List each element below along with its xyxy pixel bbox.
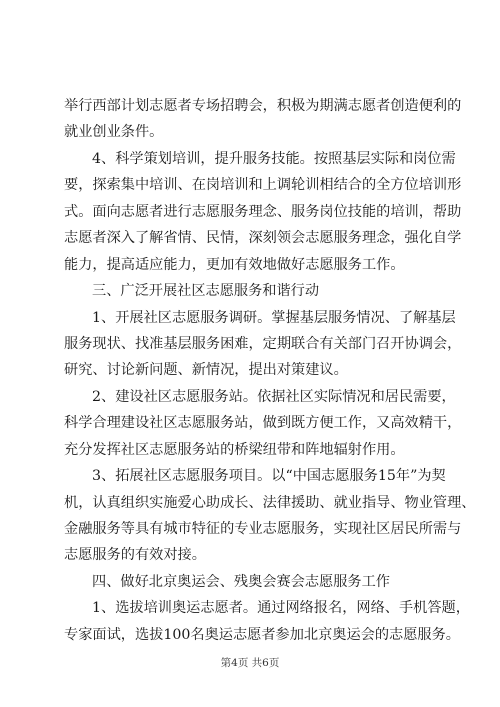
- body-line: 4、科学策划培训，提升服务技能。按照基层实际和岗位需: [92, 150, 456, 167]
- body-line: 服务现状、找准基层服务困难，定期联合有关部门召开协调会，: [64, 335, 462, 352]
- body-line: 充分发挥社区志愿服务站的桥梁纽带和阵地辐射作用。: [64, 441, 405, 458]
- body-line: 金融服务等具有城市特征的专业志愿服务，实现社区居民所需与: [64, 521, 462, 537]
- document-body: [64, 93, 476, 648]
- body-line: 要，探索集中培训、在岗培训和上调轮训相结合的全方位培训形: [64, 177, 462, 194]
- body-line: 研究、讨论新问题、新情况，提出对策建议。: [64, 362, 348, 379]
- section-heading: 四、做好北京奥运会、残奥会赛会志愿服务工作: [92, 573, 390, 590]
- body-line: 1、选拔培训奥运志愿者。通过网络报名，网络、手机答题，: [92, 600, 470, 617]
- body-line: 就业创业条件。: [64, 124, 164, 141]
- body-line: 机，认真组织实施爱心助成长、法律援助、就业指导、物业管理、: [64, 494, 476, 511]
- body-line: 志愿服务的有效对接。: [64, 547, 206, 564]
- body-line: 2、建设社区志愿服务站。依据社区实际情况和居民需要，: [92, 388, 456, 405]
- body-line: 科学合理建设社区志愿服务站，做到既方便工作，又高效精干，: [64, 415, 462, 432]
- body-line: 能力，提高适应能力，更加有效地做好志愿服务工作。: [64, 256, 405, 273]
- body-line: 专家面试，选拔100名奥运志愿者参加北京奥运会的志愿服务。: [64, 626, 460, 643]
- body-line: 举行西部计划志愿者专场招聘会，积极为期满志愿者创造便利的: [64, 98, 462, 114]
- body-line: 1、开展社区志愿服务调研。掌握基层服务情况、了解基层: [92, 309, 456, 326]
- body-line: 式。面向志愿者进行志愿服务理念、服务岗位技能的培训，帮助: [64, 203, 462, 220]
- section-heading: 三、广泛开展社区志愿服务和谐行动: [92, 283, 320, 300]
- body-line: 志愿者深入了解省情、民情，深刻领会志愿服务理念，强化自学: [64, 230, 462, 247]
- body-line: 3、拓展社区志愿服务项目。以“中国志愿服务15年”为契: [92, 468, 446, 485]
- page-footer: 第4页 共6页: [220, 657, 280, 669]
